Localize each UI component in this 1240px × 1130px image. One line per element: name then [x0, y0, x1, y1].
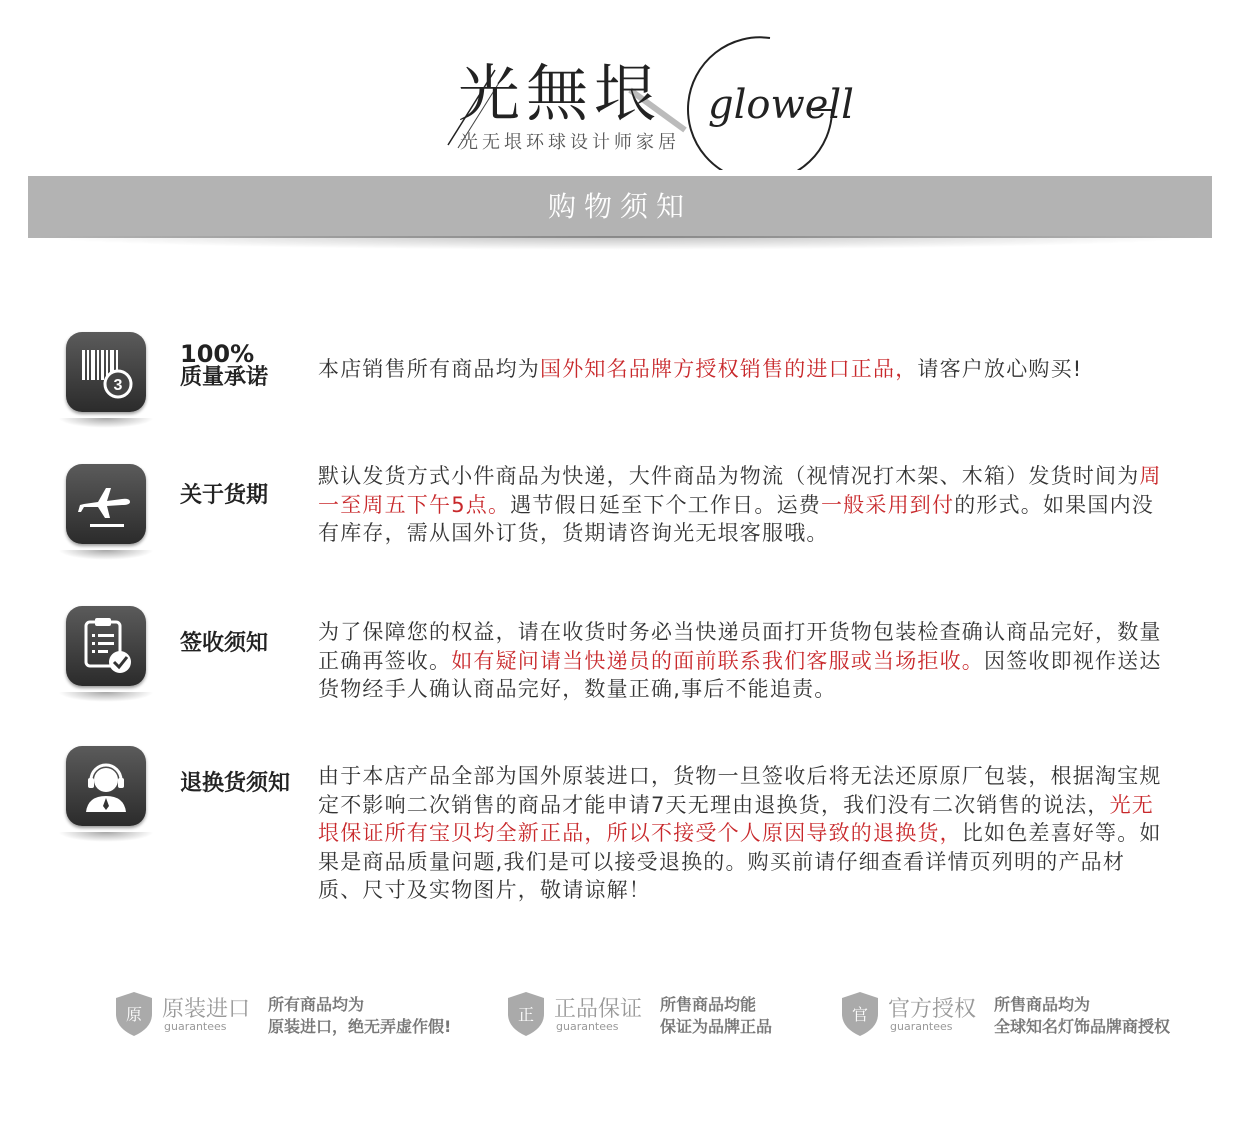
badge-subtitle: guarantees: [556, 1020, 619, 1033]
icon-shadow: [58, 418, 154, 428]
badge-desc-line1: 所有商品均为: [268, 995, 365, 1014]
section-body: [318, 762, 1168, 905]
icon-shadow: [58, 832, 154, 842]
body-text-highlight: 如有疑问请当快递员的面前联系我们客服或当场拒收。: [451, 648, 985, 673]
shield-seal-text: 官: [851, 1005, 869, 1024]
section-body: [318, 618, 1168, 704]
badge-desc-line2: 保证为品牌正品: [660, 1017, 773, 1036]
section-title: 退换货须知: [180, 771, 291, 796]
body-text-highlight: 国外知名品牌方授权销售的进口正品，: [540, 357, 918, 381]
body-text: 由于本店产品全部为国外原装进口，货物一旦签收后将无法还原原厂包装，根据淘宝规定不影响二次销售的商品才能申请7天无理由退换货，我们没有二次销售的说法，: [318, 764, 1162, 817]
brand-name-cn: 光無垠: [458, 57, 663, 130]
badge-title: 官方授权: [888, 997, 977, 1022]
shield-icon: [112, 990, 156, 1038]
icon-shadow: [58, 692, 154, 702]
badge-subtitle: guarantees: [890, 1020, 953, 1033]
brand-name-en: glowell: [708, 82, 854, 128]
body-text: 默认发货方式小件商品为快递，大件商品为物流（视情况打木架、木箱）发货时间为: [318, 464, 1140, 488]
section-body: [318, 462, 1168, 548]
body-text: 本店销售所有商品均为: [318, 357, 540, 381]
brand-tagline: 光无垠环球设计师家居: [460, 132, 680, 153]
customer-service-icon: [66, 746, 146, 826]
title-band-shadow: [28, 236, 1212, 250]
body-text: 因签收即视作送达货物经手人确认商品完好，数量正确,事后不能追责。: [318, 648, 1162, 701]
badge-description: [994, 994, 1170, 1038]
badge-description: [660, 994, 772, 1038]
section-title-line1: 100%: [180, 340, 255, 368]
badge-title: 正品保证: [554, 997, 643, 1022]
body-text: 比如色差喜好等。如果是商品质量问题,我们是可以接受退换的。购买前请仔细查看详情页列明的产品材质、尺寸及实物图片，敬请谅解！: [318, 821, 1162, 902]
body-text-highlight: 周一至周五下午5点。: [318, 464, 1162, 517]
badge-desc-line1: 所售商品均能: [660, 995, 757, 1014]
section-title: 签收须知: [180, 631, 269, 656]
body-text-highlight: 一般采用到付: [820, 492, 955, 517]
body-text: 为了保障您的权益，请在收货时务必当快递员面打开货物包装检查确认商品完好，数量正确再签收。: [318, 620, 1162, 673]
brand-logo: [440, 30, 870, 170]
shield-icon: [504, 990, 548, 1038]
badge-description: [268, 994, 451, 1038]
badge-desc-line1: 所售商品均为: [994, 995, 1091, 1014]
svg-text:3: 3: [113, 377, 123, 394]
shield-seal-text: 原: [125, 1005, 143, 1024]
airplane-delivery-icon: [66, 464, 146, 544]
section-title-line2: 质量承诺: [180, 365, 269, 390]
body-text: 请客户放心购买!: [917, 357, 1083, 381]
badge-desc-line2: 原装进口，绝无弄虚作假!: [268, 1017, 452, 1036]
body-text: 的形式。如果国内没有库存，需从国外订货，货期请咨询光无垠客服哦。: [318, 492, 1154, 545]
section-title: [180, 340, 268, 392]
badge-subtitle: guarantees: [164, 1020, 227, 1033]
title-band: [28, 176, 1212, 238]
section-body: [318, 355, 1168, 384]
badge-title: 原装进口: [162, 997, 251, 1022]
shield-seal-text: 正: [517, 1005, 535, 1024]
body-text-highlight: 光无垠保证所有宝贝均全新正品，所以不接受个人原因导致的退换货，: [318, 792, 1154, 845]
section-title: 关于货期: [180, 483, 269, 508]
body-text: 遇节假日延至下个工作日。运费: [510, 492, 821, 517]
badge-desc-line2: 全球知名灯饰品牌商授权: [994, 1017, 1171, 1036]
icon-shadow: [58, 550, 154, 560]
shield-icon: [838, 990, 882, 1038]
page-title: 购物须知: [547, 190, 692, 223]
barcode-quality-icon: [66, 332, 146, 412]
clipboard-check-icon: [66, 606, 146, 686]
